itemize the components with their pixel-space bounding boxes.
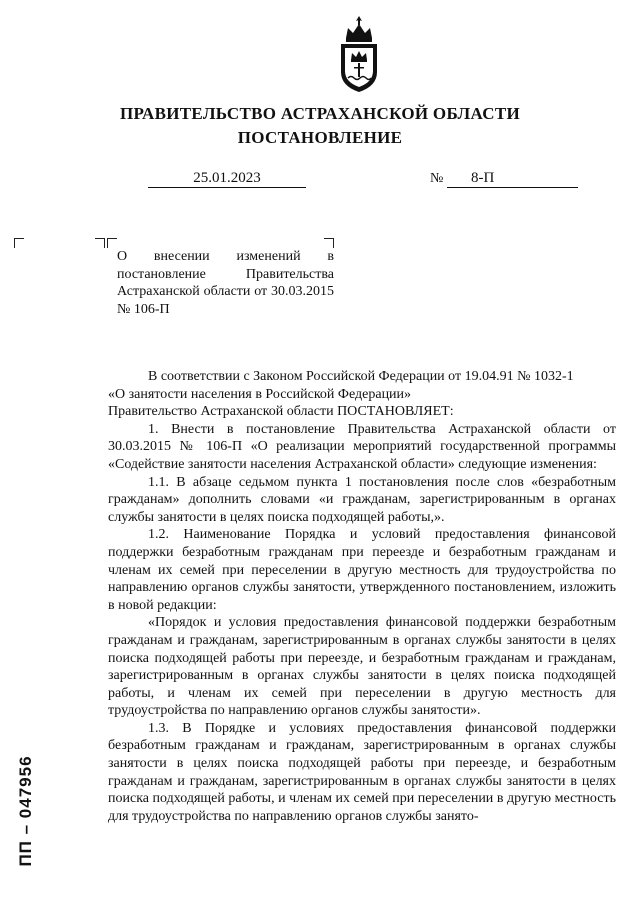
paragraph: 1.2. Наименование Порядка и условий предоставления финансовой поддержки безработным гражданам при переезде и безработным гражданам и членам их семей при переселении в другую местность для трудоустройства по направлению органов службы занятости, утвержденного постановлением, изложить в новой редакции: [108, 527, 616, 613]
paragraph: 1.1. В абзаце седьмом пункта 1 постановления после слов «безработным гражданам» дополнить словами «и гражданам, зарегистрированным в органах службы занятости в целях поиска подходящей работы,». [108, 474, 616, 525]
paragraph: 1. Внести в постановление Правительства Астраханской области от 30.03.2015 № 106-П «О реализации мероприятий государственной программы «Содействие занятости населения Астраханской области» следующие изменения: [108, 421, 616, 472]
serial-stamp: ПП – 047956 [16, 755, 35, 867]
number-sign: № [430, 171, 444, 186]
coat-of-arms-icon [337, 14, 381, 96]
corner-mark [14, 238, 24, 248]
paragraph: 1.3. В Порядке и условиях предоставления финансовой поддержки безработным гражданам и гражданам, зарегистрированным в органах службы занятости в целях поиска подходящей работы при переезде, и безработным гражданам и гражданам, зарегистрированным в органах службы занятости в целях поиска подходящей работы, и членам их семей при переселении в другую местность для трудоустройства по направлению органов службы занято- [108, 720, 616, 824]
paragraph: «О занятости населения в Российской Федерации» [108, 386, 412, 402]
document-type-title: ПОСТАНОВЛЕНИЕ [237, 128, 403, 147]
paragraph: В соответствии с Законом Российской Федерации от 19.04.91 № 1032-1 [148, 369, 574, 384]
corner-mark [107, 238, 117, 248]
document-date: 25.01.2023 [148, 170, 306, 188]
document-body [108, 368, 616, 825]
corner-mark [324, 238, 334, 248]
corner-mark [95, 238, 105, 248]
document-subject: О внесении изменений в постановление Правительства Астраханской области от 30.03.2015 № 106-П [117, 249, 334, 317]
government-title: ПРАВИТЕЛЬСТВО АСТРАХАНСКОЙ ОБЛАСТИ [120, 104, 520, 123]
paragraph: «Порядок и условия предоставления финансовой поддержки безработным гражданам и гражданам, зарегистрированным в органах службы занятости в целях поиска подходящей работы при переезде, и безработным гражданам и гражданам, зарегистрированным в органах службы занятости в целях поиска подходящей работы, и членам их семей при переселении в другую местность для трудоустройства по направлению органов службы занятости». [108, 615, 616, 719]
document-number: 8-П [447, 170, 578, 188]
paragraph: Правительство Астраханской области ПОСТАНОВЛЯЕТ: [108, 404, 454, 420]
